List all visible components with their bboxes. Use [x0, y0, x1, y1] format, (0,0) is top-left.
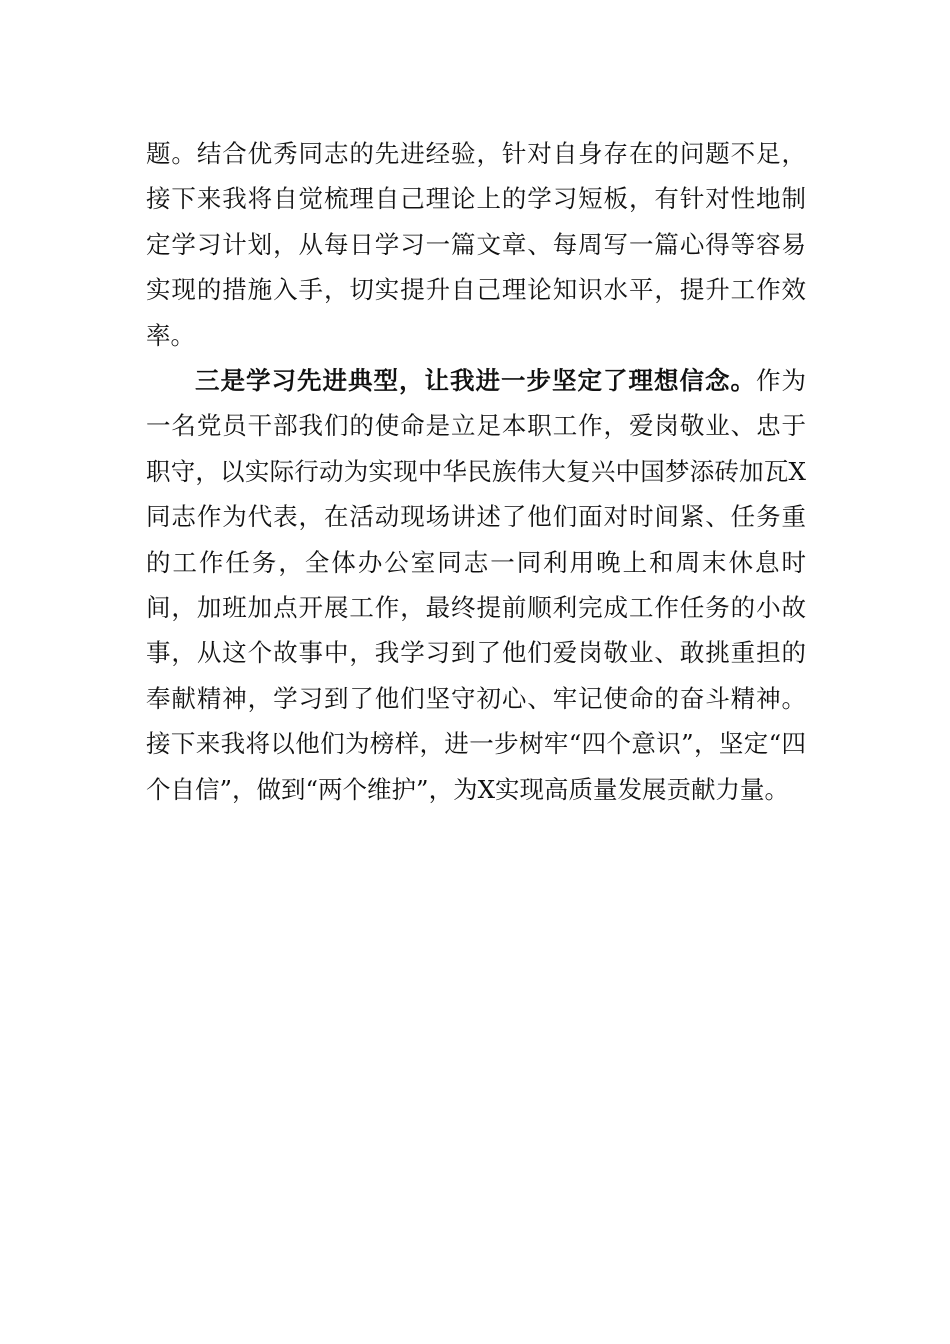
- paragraph-continuation: [146, 131, 806, 358]
- paragraph-text: 作为一名党员干部我们的使命是立足本职工作，爱岗敬业、忠于职守，以实际行动为实现中华民族伟大复兴中国梦添砖加瓦X同志作为代表，在活动现场讲述了他们面对时间紧、任务重的工作任务，全体办公室同志一同利用晚上和周末休息时间，加班加点开展工作，最终提前顺利完成工作任务的小故事，从这个故事中，我学习到了他们爱岗敬业、敢挑重担的奉献精神，学习到了他们坚守初心、牢记使命的奋斗精神。接下来我将以他们为榜样，进一步树牢“四个意识”，坚定“四个自信”，做到“两个维护”，为X实现高质量发展贡献力量。: [146, 366, 806, 804]
- paragraph-text: 题。结合优秀同志的先进经验，针对自身存在的问题不足，接下来我将自觉梳理自己理论上的学习短板，有针对性地制定学习计划，从每日学习一篇文章、每周写一篇心得等容易实现的措施入手，切实提升自己理论知识水平，提升工作效率。: [146, 139, 806, 350]
- paragraph-third-point: [146, 358, 806, 812]
- document-body: [146, 131, 806, 812]
- paragraph-heading: 三是学习先进典型，让我进一步坚定了理想信念。: [195, 366, 756, 396]
